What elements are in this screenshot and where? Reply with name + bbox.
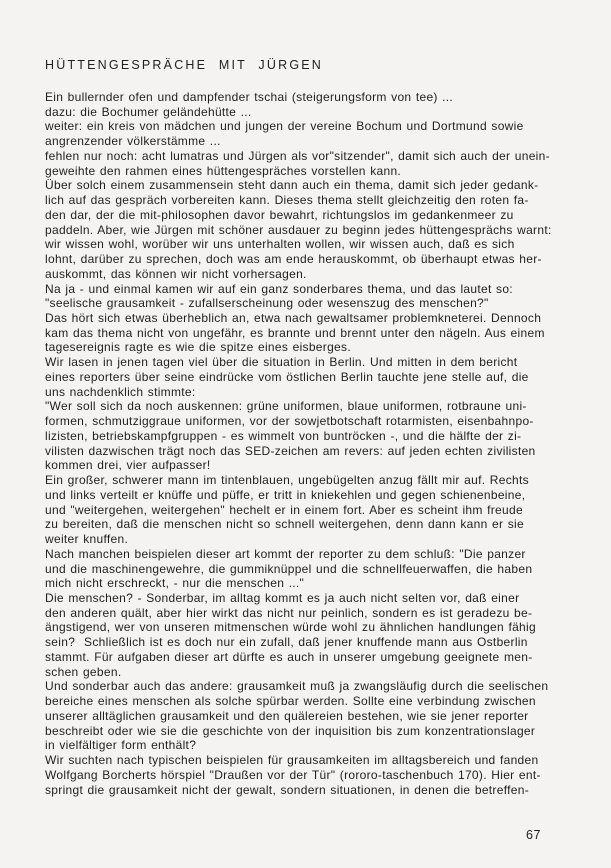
text-line: und "weitergehen, weitergehen" hechelt er in einem fort. Aber es scheint ihm freude bbox=[45, 502, 523, 517]
text-line: kam das thema nicht von ungefähr, es brannte und brennt unter den nägeln. Aus einem bbox=[45, 325, 545, 340]
text-line: Und sonderbar auch das andere: grausamkeit muß ja zwangsläufig durch die seelischen bbox=[45, 679, 549, 694]
text-line: Wir suchten nach typischen beispielen für grausamkeiten im alltagsbereich und fanden bbox=[45, 753, 539, 768]
text-line: unserer alltäglichen grausamkeit und den quälereien bestehen, wie sie jener reporter bbox=[45, 708, 529, 723]
text-line: und die maschinengewehre, die gummiknüppel und die schnellfeuerwaffen, die haben bbox=[45, 561, 533, 576]
text-line: Über solch einem zusammensein steht dann auch ein thema, damit sich jeder gedank- bbox=[45, 178, 539, 193]
text-line: geweihte den rahmen eines hüttengespräches vorstellen kann. bbox=[45, 163, 402, 178]
text-line: Wolfgang Borcherts hörspiel "Draußen vor der Tür" (rororo-taschenbuch 170). Hier ent- bbox=[45, 767, 541, 782]
text-line: ängstigend, wer von unseren mitmenschen würde wohl zu ähnlichen handlungen fähig bbox=[45, 620, 536, 635]
text-line: und links verteilt er knüffe und püffe, er tritt in kniekehlen und gegen schienenbeine, bbox=[45, 487, 526, 502]
text-line: schen geben. bbox=[45, 664, 122, 679]
text-line: zu bereiten, daß die menschen nicht so schnell weitergehen, denn dann kann er sie bbox=[45, 517, 524, 532]
text-line: lizisten, betriebskampfgruppen - es wimmelt von buntröcken -, und die hälfte der zi- bbox=[45, 428, 522, 443]
text-line: den dar, der die mit-philosophen davor bewahrt, richtungslos im gedankenmeer zu bbox=[45, 207, 514, 222]
text-line: vilisten dazwischen trägt noch das SED-zeichen am revers: auf jeden echten zivilisten bbox=[45, 443, 536, 458]
text-line: bereiche eines menschen als solche spürbar werden. Sollte eine verbindung zwischen bbox=[45, 694, 536, 709]
page-number: 67 bbox=[526, 828, 541, 842]
text-line: "seelische grausamkeit - zufallserscheinung oder wesenszug des menschen?" bbox=[45, 296, 489, 311]
text-line: sein? Schließlich ist es doch nur ein zufall, daß jener knuffende mann aus Ostberlin bbox=[45, 635, 528, 650]
text-line: dazu: die Bochumer geländehütte ... bbox=[45, 104, 252, 119]
text-line: Nach manchen beispielen dieser art kommt der reporter zu dem schluß: "Die panzer bbox=[45, 546, 526, 561]
text-line: angrenzender völkerstämme ... bbox=[45, 134, 221, 149]
text-line: Ein bullernder ofen und dampfender tschai (steigerungsform von tee) ... bbox=[45, 90, 454, 104]
text-line: Das hört sich etwas überheblich an, etwa nach gewaltsamer problemkneterei. Dennoch bbox=[45, 311, 542, 326]
page-title: HÜTTENGESPRÄCHE MIT JÜRGEN bbox=[45, 58, 324, 72]
text-line: fehlen nur noch: acht lumatras und Jürgen als vor"sitzender", damit sich auch der unein- bbox=[45, 148, 550, 163]
text-line: wir wissen wohl, worüber wir uns unterhalten wollen, wir wissen auch, daß es sich bbox=[45, 237, 515, 252]
text-line: in vielfältiger form enthält? bbox=[45, 738, 197, 753]
text-line: eines reporters über seine eindrücke vom östlichen Berlin tauchte jene stelle auf, die bbox=[45, 369, 529, 384]
text-line: formen, schmutziggraue uniformen, vor der sowjetbotschaft rotarmisten, eisenbahnpo- bbox=[45, 414, 534, 429]
text-line: Na ja - und einmal kamen wir auf ein ganz sonderbares thema, und das lautet so: bbox=[45, 281, 513, 296]
text-line: Wir lasen in jenen tagen viel über die situation in Berlin. Und mitten in dem bericht bbox=[45, 355, 518, 370]
text-line: tagesereignis ragte es wie die spitze eines eisberges. bbox=[45, 340, 351, 355]
body-text bbox=[45, 90, 591, 797]
text-line: beschreibt oder wie sie die geschichte von der inquisition bis zum konzentrationslager bbox=[45, 723, 536, 738]
text-line: "Wer soll sich da noch auskennen: grüne uniformen, blaue uniformen, rotbraune uni- bbox=[45, 399, 527, 414]
text-line: mich nicht erschreckt, - nur die menschen ..." bbox=[45, 576, 305, 591]
text-line: kommen drei, vier aufpasser! bbox=[45, 458, 211, 473]
text-line: paddeln. Aber, wie Jürgen mit schöner ausdauer zu beginn jedes hüttengesprächs warnt: bbox=[45, 222, 552, 237]
text-line: Die menschen? - Sonderbar, im alltag kommt es ja auch nicht selten vor, daß einer bbox=[45, 590, 520, 605]
text-line: uns nachdenklich stimmte: bbox=[45, 384, 196, 399]
text-line: springt die grausamkeit nicht der gewalt, sondern situationen, in denen die betreffen- bbox=[45, 782, 529, 797]
text-line: lohnt, darüber zu sprechen, doch was am ende herauskommt, ob überhaupt etwas her- bbox=[45, 252, 542, 267]
text-line: den anderen quält, aber hier wirkt das nicht nur peinlich, sondern es ist geradezu be- bbox=[45, 605, 533, 620]
text-line: lich auf das gespräch vorbereiten kann. Dieses thema stellt gleichzeitig den roten fa- bbox=[45, 193, 529, 208]
text-line: stammt. Für aufgaben dieser art dürfte es auch in unserer umgebung geeignete men- bbox=[45, 649, 533, 664]
text-line: Ein großer, schwerer mann im tintenblauen, ungebügelten anzug fällt mir auf. Rechts bbox=[45, 473, 529, 488]
text-line: auskommt, das können wir nicht vorhersagen. bbox=[45, 266, 307, 281]
text-line: weiter knuffen. bbox=[45, 532, 129, 547]
text-line: weiter: ein kreis von mädchen und jungen der vereine Bochum und Dortmund sowie bbox=[45, 119, 524, 134]
